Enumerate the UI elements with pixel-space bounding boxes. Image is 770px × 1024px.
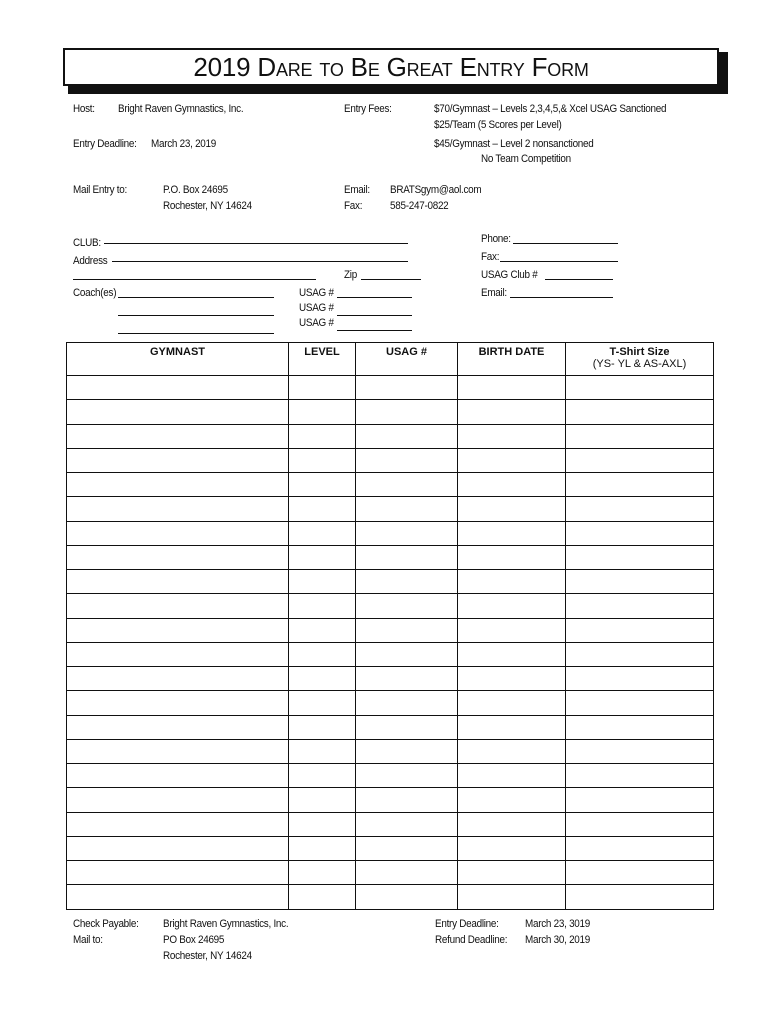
cell-birth-date[interactable] [458, 861, 566, 885]
title-box [63, 48, 719, 86]
table-row [67, 618, 714, 642]
cell-birth-date[interactable] [458, 618, 566, 642]
table-row [67, 691, 714, 715]
cell-gymnast[interactable] [67, 642, 289, 666]
club-email-label: Email: [481, 287, 507, 299]
header-gymnast: GYMNAST [67, 343, 289, 376]
cell-level[interactable] [289, 424, 356, 448]
cell-level[interactable] [289, 861, 356, 885]
email-value: BRATSgym@aol.com [390, 184, 482, 196]
header-tshirt-label: T-Shirt Size [609, 346, 670, 358]
deadline-label: Entry Deadline: [73, 138, 137, 150]
coach-line-1[interactable] [118, 287, 274, 298]
table-row [67, 715, 714, 739]
table-row [67, 861, 714, 885]
table-row [67, 448, 714, 472]
cell-birth-date[interactable] [458, 667, 566, 691]
host-value: Bright Raven Gymnastics, Inc. [118, 103, 244, 115]
host-label: Host: [73, 103, 95, 115]
club-fax-label: Fax: [481, 251, 500, 263]
cell-birth-date[interactable] [458, 836, 566, 860]
header-birth-date: BIRTH DATE [458, 343, 566, 376]
entry-deadline-value: March 23, 3019 [525, 918, 591, 930]
cell-tshirt[interactable] [566, 812, 714, 836]
mail-entry-label: Mail Entry to: [73, 184, 127, 196]
cell-birth-date[interactable] [458, 594, 566, 618]
table-row [67, 764, 714, 788]
cell-usag[interactable] [356, 764, 458, 788]
cell-gymnast[interactable] [67, 715, 289, 739]
cell-tshirt[interactable] [566, 885, 714, 909]
cell-usag[interactable] [356, 885, 458, 909]
cell-gymnast[interactable] [67, 836, 289, 860]
cell-tshirt[interactable] [566, 836, 714, 860]
header-usag: USAG # [356, 343, 458, 376]
table-row [67, 812, 714, 836]
cell-gymnast[interactable] [67, 594, 289, 618]
table-row [67, 739, 714, 763]
club-fax-line[interactable] [500, 251, 618, 262]
check-payable-label: Check Payable: [73, 918, 139, 930]
cell-usag[interactable] [356, 715, 458, 739]
cell-tshirt[interactable] [566, 715, 714, 739]
cell-tshirt[interactable] [566, 521, 714, 545]
cell-birth-date[interactable] [458, 691, 566, 715]
club-field[interactable] [73, 233, 104, 251]
cell-usag[interactable] [356, 667, 458, 691]
cell-gymnast[interactable] [67, 376, 289, 400]
cell-gymnast[interactable] [67, 788, 289, 812]
cell-usag[interactable] [356, 570, 458, 594]
cell-birth-date[interactable] [458, 448, 566, 472]
club-line[interactable] [104, 233, 408, 244]
cell-level[interactable] [289, 376, 356, 400]
email-label: Email: [344, 184, 370, 196]
cell-usag[interactable] [356, 521, 458, 545]
cell-birth-date[interactable] [458, 764, 566, 788]
cell-gymnast[interactable] [67, 812, 289, 836]
cell-gymnast[interactable] [67, 497, 289, 521]
deadline-value: March 23, 2019 [151, 138, 217, 150]
cell-birth-date[interactable] [458, 642, 566, 666]
cell-usag[interactable] [356, 376, 458, 400]
address-line-1[interactable] [112, 251, 408, 262]
cell-tshirt[interactable] [566, 570, 714, 594]
cell-gymnast[interactable] [67, 691, 289, 715]
coach-usag-line-3[interactable] [337, 320, 412, 331]
cell-usag[interactable] [356, 642, 458, 666]
cell-birth-date[interactable] [458, 473, 566, 497]
entry-deadline-label: Entry Deadline: [435, 918, 499, 930]
cell-usag[interactable] [356, 400, 458, 424]
table-row [67, 424, 714, 448]
table-row [67, 642, 714, 666]
cell-tshirt[interactable] [566, 618, 714, 642]
cell-tshirt[interactable] [566, 376, 714, 400]
fax-value: 585-247-0822 [390, 200, 449, 212]
table-row [67, 545, 714, 569]
table-row [67, 521, 714, 545]
cell-tshirt[interactable] [566, 764, 714, 788]
cell-level[interactable] [289, 521, 356, 545]
table-header-row [67, 343, 714, 376]
usag-club-label: USAG Club # [481, 269, 538, 281]
usag-club-line[interactable] [545, 269, 613, 280]
cell-tshirt[interactable] [566, 400, 714, 424]
cell-level[interactable] [289, 594, 356, 618]
mail-to-label: Mail to: [73, 934, 103, 946]
club-email-line[interactable] [510, 287, 613, 298]
cell-level[interactable] [289, 836, 356, 860]
mail-to-line-1: PO Box 24695 [163, 934, 225, 946]
cell-gymnast[interactable] [67, 545, 289, 569]
cell-level[interactable] [289, 473, 356, 497]
page-title: 2019 Dare to Be Great Entry Form [193, 51, 589, 82]
cell-usag[interactable] [356, 691, 458, 715]
fee-line-4: No Team Competition [481, 153, 571, 165]
refund-deadline-value: March 30, 2019 [525, 934, 591, 946]
cell-level[interactable] [289, 570, 356, 594]
phone-line[interactable] [513, 233, 618, 244]
cell-birth-date[interactable] [458, 739, 566, 763]
mail-to-line-2: Rochester, NY 14624 [163, 950, 252, 962]
table-row [67, 473, 714, 497]
cell-level[interactable] [289, 618, 356, 642]
address-line-2[interactable] [73, 269, 316, 280]
cell-gymnast[interactable] [67, 764, 289, 788]
cell-tshirt[interactable] [566, 642, 714, 666]
header-level: LEVEL [289, 343, 356, 376]
cell-gymnast[interactable] [67, 400, 289, 424]
cell-usag[interactable] [356, 497, 458, 521]
table-row [67, 885, 714, 909]
coach-usag-label-2: USAG # [299, 302, 334, 314]
cell-level[interactable] [289, 667, 356, 691]
cell-tshirt[interactable] [566, 861, 714, 885]
fee-line-2: $25/Team (5 Scores per Level) [434, 119, 562, 131]
cell-birth-date[interactable] [458, 715, 566, 739]
cell-tshirt[interactable] [566, 497, 714, 521]
cell-usag[interactable] [356, 618, 458, 642]
cell-level[interactable] [289, 739, 356, 763]
coach-usag-line-2[interactable] [337, 305, 412, 316]
cell-level[interactable] [289, 885, 356, 909]
cell-tshirt[interactable] [566, 545, 714, 569]
cell-gymnast[interactable] [67, 667, 289, 691]
phone-label: Phone: [481, 233, 511, 245]
coach-line-3[interactable] [118, 323, 274, 334]
cell-level[interactable] [289, 691, 356, 715]
zip-label: Zip [344, 269, 357, 281]
cell-tshirt[interactable] [566, 739, 714, 763]
cell-tshirt[interactable] [566, 788, 714, 812]
cell-tshirt[interactable] [566, 448, 714, 472]
table-row [67, 667, 714, 691]
cell-tshirt[interactable] [566, 667, 714, 691]
cell-gymnast[interactable] [67, 570, 289, 594]
fee-line-3: $45/Gymnast – Level 2 nonsanctioned [434, 138, 594, 150]
table-row [67, 497, 714, 521]
cell-usag[interactable] [356, 836, 458, 860]
table-row [67, 400, 714, 424]
table-row [67, 376, 714, 400]
cell-gymnast[interactable] [67, 448, 289, 472]
table-row [67, 570, 714, 594]
header-tshirt-sub: (YS- YL & AS-AXL) [592, 358, 687, 370]
zip-line[interactable] [361, 269, 421, 280]
cell-level[interactable] [289, 448, 356, 472]
cell-tshirt[interactable] [566, 424, 714, 448]
cell-gymnast[interactable] [67, 618, 289, 642]
cell-level[interactable] [289, 764, 356, 788]
mail-line-1: P.O. Box 24695 [163, 184, 228, 196]
coach-usag-label-3: USAG # [299, 317, 334, 329]
cell-usag[interactable] [356, 545, 458, 569]
cell-level[interactable] [289, 788, 356, 812]
cell-birth-date[interactable] [458, 885, 566, 909]
cell-gymnast[interactable] [67, 861, 289, 885]
coaches-label: Coach(es) [73, 287, 117, 299]
coach-usag-label-1: USAG # [299, 287, 334, 299]
mail-line-2: Rochester, NY 14624 [163, 200, 252, 212]
cell-birth-date[interactable] [458, 424, 566, 448]
address-field[interactable] [73, 251, 111, 269]
cell-tshirt[interactable] [566, 473, 714, 497]
cell-birth-date[interactable] [458, 497, 566, 521]
cell-birth-date[interactable] [458, 376, 566, 400]
cell-birth-date[interactable] [458, 400, 566, 424]
cell-usag[interactable] [356, 812, 458, 836]
table-body [67, 376, 714, 910]
cell-gymnast[interactable] [67, 521, 289, 545]
coach-line-2[interactable] [118, 305, 274, 316]
cell-usag[interactable] [356, 594, 458, 618]
cell-level[interactable] [289, 545, 356, 569]
address-label: Address [73, 255, 108, 267]
cell-usag[interactable] [356, 739, 458, 763]
cell-level[interactable] [289, 497, 356, 521]
refund-deadline-label: Refund Deadline: [435, 934, 508, 946]
check-payable-value: Bright Raven Gymnastics, Inc. [163, 918, 289, 930]
cell-usag[interactable] [356, 424, 458, 448]
cell-gymnast[interactable] [67, 739, 289, 763]
cell-gymnast[interactable] [67, 424, 289, 448]
header-tshirt [566, 343, 714, 376]
cell-gymnast[interactable] [67, 473, 289, 497]
coach-usag-line-1[interactable] [337, 287, 412, 298]
cell-usag[interactable] [356, 473, 458, 497]
cell-level[interactable] [289, 400, 356, 424]
cell-birth-date[interactable] [458, 812, 566, 836]
cell-level[interactable] [289, 642, 356, 666]
cell-usag[interactable] [356, 861, 458, 885]
cell-usag[interactable] [356, 788, 458, 812]
cell-level[interactable] [289, 812, 356, 836]
cell-gymnast[interactable] [67, 885, 289, 909]
cell-birth-date[interactable] [458, 545, 566, 569]
cell-birth-date[interactable] [458, 521, 566, 545]
fee-line-1: $70/Gymnast – Levels 2,3,4,5,& Xcel USAG Sanctioned [434, 103, 667, 115]
table-row [67, 594, 714, 618]
gymnast-table [66, 342, 714, 910]
cell-usag[interactable] [356, 448, 458, 472]
table-row [67, 788, 714, 812]
cell-level[interactable] [289, 715, 356, 739]
cell-birth-date[interactable] [458, 788, 566, 812]
cell-tshirt[interactable] [566, 691, 714, 715]
fax-label: Fax: [344, 200, 363, 212]
club-label: CLUB: [73, 237, 101, 249]
cell-birth-date[interactable] [458, 570, 566, 594]
table-row [67, 836, 714, 860]
entry-fees-label: Entry Fees: [344, 103, 392, 115]
cell-tshirt[interactable] [566, 594, 714, 618]
